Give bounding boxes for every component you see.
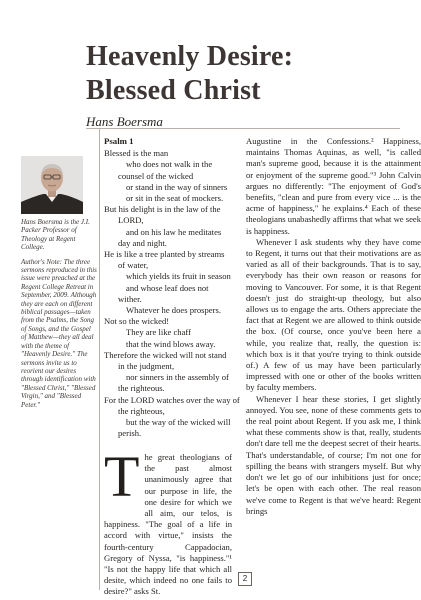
page-number: 2	[238, 572, 252, 586]
psalm-line: perish.	[118, 428, 142, 439]
psalm-column	[104, 136, 240, 439]
psalm-heading: Psalm 1	[104, 136, 134, 146]
author-bio: Hans Boersma is the J.I. Packer Professor of Theology at Regent College.	[21, 218, 90, 252]
psalm-line: Blessed is the man	[104, 148, 169, 159]
psalm-line: of water,	[118, 260, 149, 271]
psalm-line: Whatever he does prospers.	[126, 305, 221, 316]
author-photo	[21, 156, 83, 214]
psalm-line: who does not walk in the	[126, 159, 213, 170]
page-title	[86, 40, 396, 108]
psalm-line: and on his law he meditates	[126, 226, 222, 237]
author-note-label: Author's Note:	[21, 257, 62, 266]
column-divider	[99, 128, 100, 590]
body-paragraph-1: Augustine in the Confessions.² Happiness, maintains Thomas Aquinas, as well, "is called man's supreme good, because it is the attainment or enjoyment of the supreme good."³ John Calvin argues no differently: "The enjoyment of God's benefits, "clean and pure from every vice ... is the acme of happiness," he explains.⁴ Each of these theologians unabashedly affirms that what we seek is happiness.	[246, 136, 421, 236]
body-paragraph-2: Whenever I ask students why they have come to Regent, it turns out that their motivations are as varied as all of their backgrounds. That is to say, everybody has their own reason or reasons for moving to Vancouver. For some, it is that Regent doesn't just do straight-up theology, but also allows us to engage the arts. Others appreciate the fact that at Regent we are allowed to think outside the box. (Of course, once you've been here a while, you realize that, really, the question is: which box is it that you're trying to think outside of.) A few of us may have been particularly impressed with one or other of the books written by faculty members.	[246, 236, 421, 393]
psalm-line: the righteous.	[118, 383, 165, 394]
psalm-line: wither.	[118, 293, 142, 304]
header-divider	[86, 128, 400, 129]
author-byline: Hans Boersma	[86, 114, 163, 129]
psalm-line: that the wind blows away.	[126, 338, 216, 349]
title-line-1: Heavenly Desire:	[86, 41, 294, 72]
psalm-line: but the way of the wicked will	[126, 417, 231, 428]
psalm-line: They are like chaff	[126, 327, 191, 338]
psalm-line: which yields its fruit in season	[126, 271, 231, 282]
psalm-line: counsel of the wicked	[118, 170, 194, 181]
body-paragraph-3: Whenever I hear these stories, I get slightly annoyed. You see, none of these comments gets to the real point about Regent. If you ask me, I think what these comments show is that, really, students don't dare tell me the deepest secret of their hearts. That's understandable, of course; I'm not one for spilling the beans with strangers myself. But why don't we let go of our inhibitions just for once; let's be open with each other. The real reason we've come to Regent is that we've heard: Regent brings	[246, 393, 421, 516]
psalm-line: or sit in the seat of mockers.	[126, 193, 224, 204]
sidebar	[21, 218, 97, 415]
title-line-2: Blessed Christ	[86, 75, 261, 106]
psalm-line: day and night.	[118, 237, 167, 248]
psalm-line: For the LORD watches over the way of	[104, 394, 240, 405]
body-column	[246, 136, 421, 517]
psalm-line: the righteous,	[118, 405, 165, 416]
drop-cap: T	[104, 444, 140, 509]
psalm-line: nor sinners in the assembly of	[126, 372, 229, 383]
psalm-line: He is like a tree planted by streams	[104, 249, 225, 260]
psalm-line: in the judgment,	[118, 361, 175, 372]
author-note-text: The three sermons reproduced in this issue were preached at the Regent College Retreat in September, 2009. Although they are each on different biblical passages—taken from the Psalms, the Song of Songs, and the Gospel of Matthew—they all deal with the theme of "Heavenly Desire." The sermons invite us to reorient our desires through identification with "Blessed Christ," "Blessed Virgin," and "Blessed Peter."	[21, 257, 97, 409]
psalm-line: LORD,	[118, 215, 144, 226]
author-note	[21, 258, 97, 409]
psalm-line: But his delight is in the law of the	[104, 204, 221, 215]
opening-paragraph: he great theologians of the past almost unanimously agree that our purpose in life, the one desire for which we all aim, our telos, is happiness. "The goal of a life in accord with virtue," insists the fourth-century Cappadocian, Gregory of Nyssa, "is happiness."¹ "Is not the happy life that which all desite, which indeed no one fails to desire?" asks St.	[104, 452, 232, 597]
psalm-line: or stand in the way of sinners	[126, 181, 228, 192]
author-portrait-image	[21, 156, 83, 214]
article-opening	[104, 444, 232, 598]
psalm-text	[104, 148, 240, 439]
psalm-line: Not so the wicked!	[104, 316, 170, 327]
psalm-line: and whose leaf does not	[126, 282, 209, 293]
psalm-line: Therefore the wicked will not stand	[104, 349, 227, 360]
